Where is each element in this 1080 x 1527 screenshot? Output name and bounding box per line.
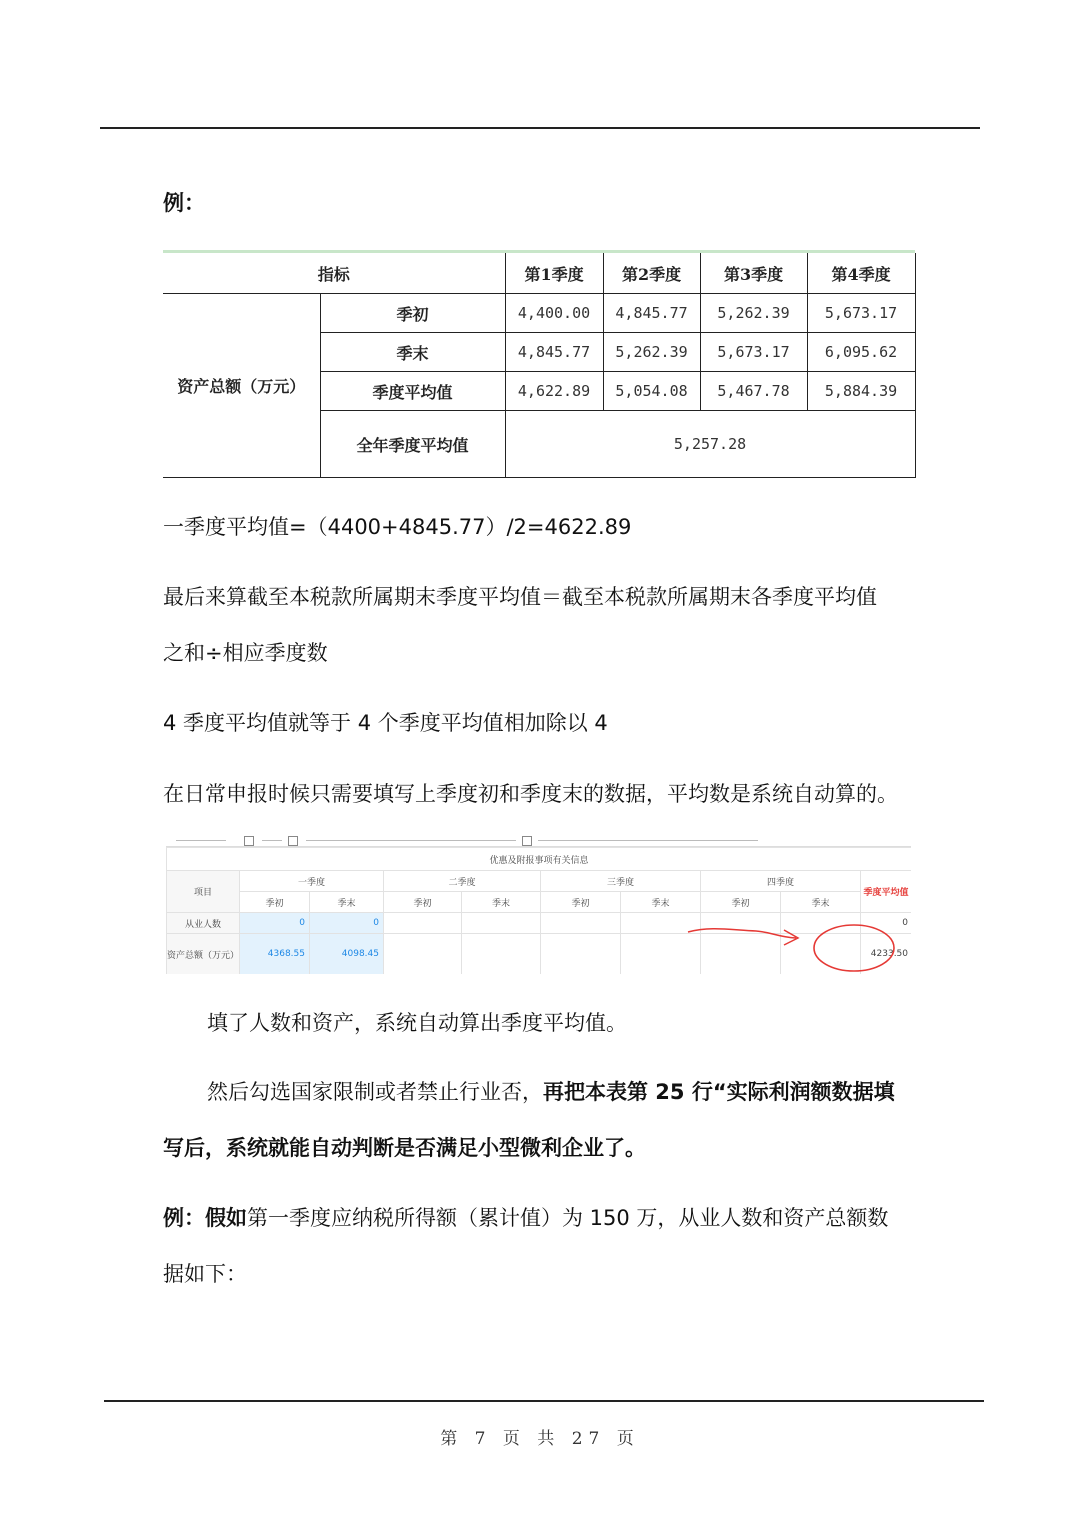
red-annotation — [166, 834, 911, 974]
cell-value: 5,884.39 — [807, 372, 915, 411]
quarter-header: 三季度 — [541, 871, 701, 892]
sub-header: 季末 — [310, 892, 384, 913]
arrow-stroke — [688, 929, 796, 938]
quarter-header: 一季度 — [240, 871, 384, 892]
cell-value: 5,673.17 — [700, 333, 807, 372]
group-label: 资产总额（万元） — [163, 294, 320, 478]
paragraph: 据如下： — [163, 1262, 247, 1286]
header-q1: 第1季度 — [505, 253, 603, 294]
asset-table — [163, 250, 915, 478]
assets-q1-start-input[interactable]: 4368.55 — [240, 934, 310, 975]
cell-value: 5,467.78 — [700, 372, 807, 411]
item-header: 项目 — [167, 871, 240, 913]
cell-value: 5,054.08 — [603, 372, 700, 411]
text-normal: 第一季度应纳税所得额（累计值）为 150 万，从业人数和资产总额数 — [247, 1206, 889, 1230]
sub-header: 季初 — [541, 892, 621, 913]
quarter-header: 二季度 — [384, 871, 541, 892]
cell-value: 5,262.39 — [700, 294, 807, 333]
cell-value: 4,845.77 — [603, 294, 700, 333]
header-rule — [100, 127, 980, 129]
text-normal: 然后勾选国家限制或者禁止行业否， — [207, 1080, 543, 1104]
sub-header: 季末 — [621, 892, 701, 913]
paragraph: 最后来算截至本税款所属期末季度平均值＝截至本税款所属期末各季度平均值 — [163, 585, 877, 609]
cell-value: 4,622.89 — [505, 372, 603, 411]
header-indicator: 指标 — [163, 253, 505, 294]
highlight-circle — [814, 925, 894, 971]
employees-q1-end-input[interactable]: 0 — [310, 913, 384, 934]
cell-value: 5,673.17 — [807, 294, 915, 333]
paragraph: 填了人数和资产，系统自动算出季度平均值。 — [207, 1011, 627, 1035]
formula-text: 一季度平均值=（4400+4845.77）/2=4622.89 — [163, 515, 632, 539]
header-q3: 第3季度 — [700, 253, 807, 294]
sub-header: 季末 — [462, 892, 541, 913]
cell-value: 4,400.00 — [505, 294, 603, 333]
text-bold: 例：假如 — [163, 1206, 247, 1230]
row-label-employees: 从业人数 — [167, 913, 240, 934]
header-q2: 第2季度 — [603, 253, 700, 294]
footer-rule — [104, 1400, 984, 1402]
cell-value: 5,262.39 — [603, 333, 700, 372]
cell-value: 4,845.77 — [505, 333, 603, 372]
quarter-header: 四季度 — [701, 871, 861, 892]
annual-value: 5,257.28 — [505, 411, 915, 478]
screenshot-caption: 优惠及附报事项有关信息 — [167, 848, 912, 871]
sub-header: 季末 — [781, 892, 861, 913]
paragraph-bold: 写后，系统就能自动判断是否满足小型微利企业了。 — [163, 1136, 646, 1160]
row-label-assets: 资产总额（万元） — [167, 934, 240, 975]
cell-value: 6,095.62 — [807, 333, 915, 372]
row-label-end: 季末 — [320, 333, 505, 372]
page-footer: 第 7 页 共 27 页 — [440, 1429, 640, 1449]
row-label-start: 季初 — [320, 294, 505, 333]
paragraph: 4 季度平均值就等于 4 个季度平均值相加除以 4 — [163, 711, 608, 735]
sub-header: 季初 — [384, 892, 462, 913]
paragraph: 在日常申报时候只需要填写上季度初和季度末的数据，平均数是系统自动算的。 — [163, 782, 898, 806]
annual-label: 全年季度平均值 — [320, 411, 505, 478]
paragraph-mixed — [207, 1076, 895, 1106]
assets-average: 4233.50 — [861, 934, 912, 975]
sub-header: 季初 — [240, 892, 310, 913]
employees-q1-start-input[interactable]: 0 — [240, 913, 310, 934]
paragraph-mixed — [163, 1202, 888, 1232]
employees-average: 0 — [861, 913, 912, 934]
average-header: 季度平均值 — [861, 871, 912, 913]
paragraph: 之和÷相应季度数 — [163, 641, 328, 665]
sub-header: 季初 — [701, 892, 781, 913]
text-bold: 再把本表第 25 行“实际利润额数据填 — [543, 1080, 895, 1104]
header-q4: 第4季度 — [807, 253, 915, 294]
row-label-average: 季度平均值 — [320, 372, 505, 411]
example-heading: 例： — [163, 191, 205, 215]
embedded-screenshot — [166, 834, 911, 974]
assets-q1-end-input[interactable]: 4098.45 — [310, 934, 384, 975]
